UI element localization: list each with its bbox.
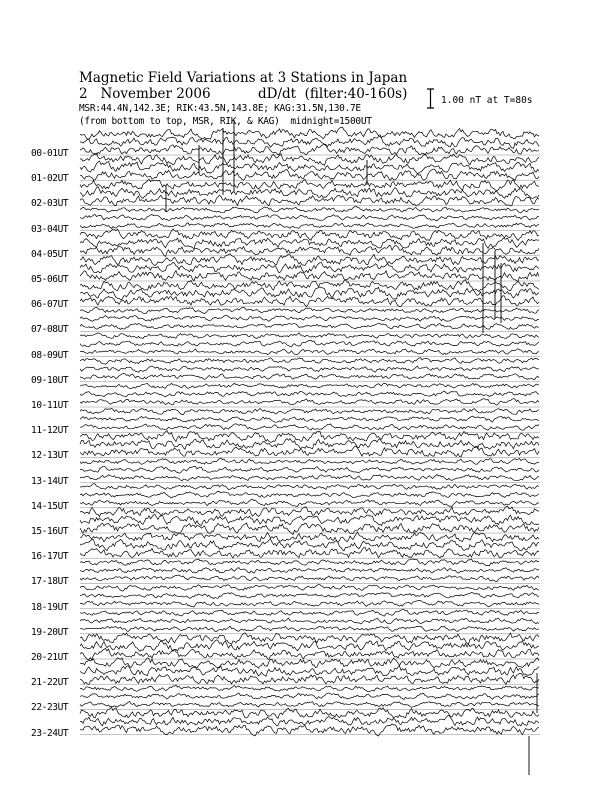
- trace-rik: [80, 391, 539, 397]
- trace-msr: [80, 547, 539, 558]
- trace-msr: [80, 323, 539, 329]
- hour-label: 02-03UT: [31, 198, 69, 210]
- trace-rik: [80, 618, 539, 624]
- hour-label: 15-16UT: [31, 526, 69, 537]
- scale-bar-label: 1.00 nT at T=80s: [441, 95, 533, 106]
- trace-kag: [80, 610, 539, 617]
- trace-rik: [80, 416, 539, 422]
- hour-label: 01-02UT: [31, 173, 69, 185]
- trace-kag: [80, 358, 539, 365]
- hour-label: 21-22UT: [31, 677, 69, 689]
- trace-msr: [80, 195, 539, 206]
- hour-label: 20-21UT: [31, 652, 69, 663]
- hour-label: 09-10UT: [31, 374, 69, 386]
- trace-msr: [80, 349, 539, 355]
- trace-rik: [80, 137, 539, 149]
- hour-label: 00-01UT: [31, 148, 69, 159]
- trace-kag: [80, 585, 539, 591]
- hour-label: 08-09UT: [31, 349, 69, 361]
- trace-kag: [80, 633, 539, 644]
- trace-msr: [80, 446, 539, 457]
- trace-rik: [80, 592, 539, 598]
- trace-msr: [80, 601, 539, 608]
- trace-msr: [80, 223, 539, 229]
- trace-kag: [80, 179, 539, 191]
- trace-msr: [80, 499, 539, 506]
- hour-label: 11-12UT: [31, 425, 69, 437]
- trace-kag: [80, 458, 539, 464]
- trace-rik: [80, 515, 539, 526]
- hour-label: 07-08UT: [31, 324, 69, 336]
- station-order-note: (from bottom to top, MSR, RIK, & KAG) midnight=1500UT: [79, 116, 372, 127]
- trace-rik: [80, 262, 539, 273]
- trace-rik: [80, 214, 539, 220]
- trace-msr: [80, 373, 539, 379]
- trace-kag: [80, 409, 539, 415]
- trace-rik: [80, 640, 539, 652]
- trace-kag: [80, 127, 539, 139]
- hour-label: 03-04UT: [31, 223, 69, 235]
- scale-bar: [427, 89, 434, 108]
- trace-kag: [80, 383, 539, 388]
- trace-kag: [80, 707, 539, 718]
- hour-label: 16-17UT: [31, 551, 69, 563]
- trace-kag: [80, 685, 539, 692]
- hour-label: 05-06UT: [31, 274, 69, 285]
- trace-kag: [80, 280, 539, 292]
- trace-rik: [80, 366, 539, 372]
- trace-kag: [80, 333, 539, 339]
- trace-msr: [80, 169, 539, 180]
- hour-label: 22-23UT: [31, 702, 69, 714]
- trace-rik: [80, 340, 539, 347]
- hour-label: 17-18UT: [31, 576, 69, 588]
- trace-msr: [80, 271, 539, 282]
- hour-label: 04-05UT: [31, 248, 69, 260]
- trace-kag: [80, 532, 539, 542]
- trace-kag: [80, 254, 539, 266]
- chart-filter: dD/dt (filter:40-160s): [258, 86, 408, 102]
- trace-kag: [80, 559, 539, 566]
- trace-msr: [80, 724, 539, 736]
- trace-rik: [80, 161, 539, 174]
- trace-rik: [80, 466, 539, 473]
- chart-title: Magnetic Field Variations at 3 Stations in Japan: [79, 70, 408, 86]
- hour-label: 14-15UT: [31, 500, 69, 512]
- trace-msr: [80, 475, 539, 481]
- trace-rik: [80, 287, 539, 300]
- trace-msr: [80, 246, 539, 257]
- trace-msr: [80, 144, 539, 155]
- trace-rik: [80, 315, 539, 321]
- trace-msr: [80, 575, 539, 582]
- chart-date: 2 November 2006: [79, 86, 211, 102]
- trace-rik: [80, 491, 539, 498]
- trace-rik: [80, 666, 539, 677]
- hour-label: 18-19UT: [31, 601, 69, 613]
- trace-kag: [80, 307, 539, 313]
- hour-label: 12-13UT: [31, 450, 69, 462]
- hour-label: 06-07UT: [31, 299, 69, 311]
- hour-label: 13-14UT: [31, 475, 69, 487]
- station-coordinates: MSR:44.4N,142.3E; RIK:43.5N,143.8E; KAG:31.5N,130.7E: [79, 103, 361, 114]
- trace-kag: [80, 484, 539, 490]
- hour-label: 10-11UT: [31, 400, 69, 411]
- trace-msr: [80, 673, 539, 684]
- hour-label: 23-24UT: [31, 727, 69, 739]
- trace-rik: [80, 568, 539, 574]
- hour-label: 19-20UT: [31, 626, 69, 638]
- trace-rik: [80, 693, 539, 700]
- trace-msr: [80, 626, 539, 632]
- trace-msr: [80, 424, 539, 431]
- trace-kag: [80, 206, 539, 213]
- trace-msr: [80, 399, 539, 406]
- trace-rik: [80, 439, 539, 450]
- trace-msr: [80, 702, 539, 708]
